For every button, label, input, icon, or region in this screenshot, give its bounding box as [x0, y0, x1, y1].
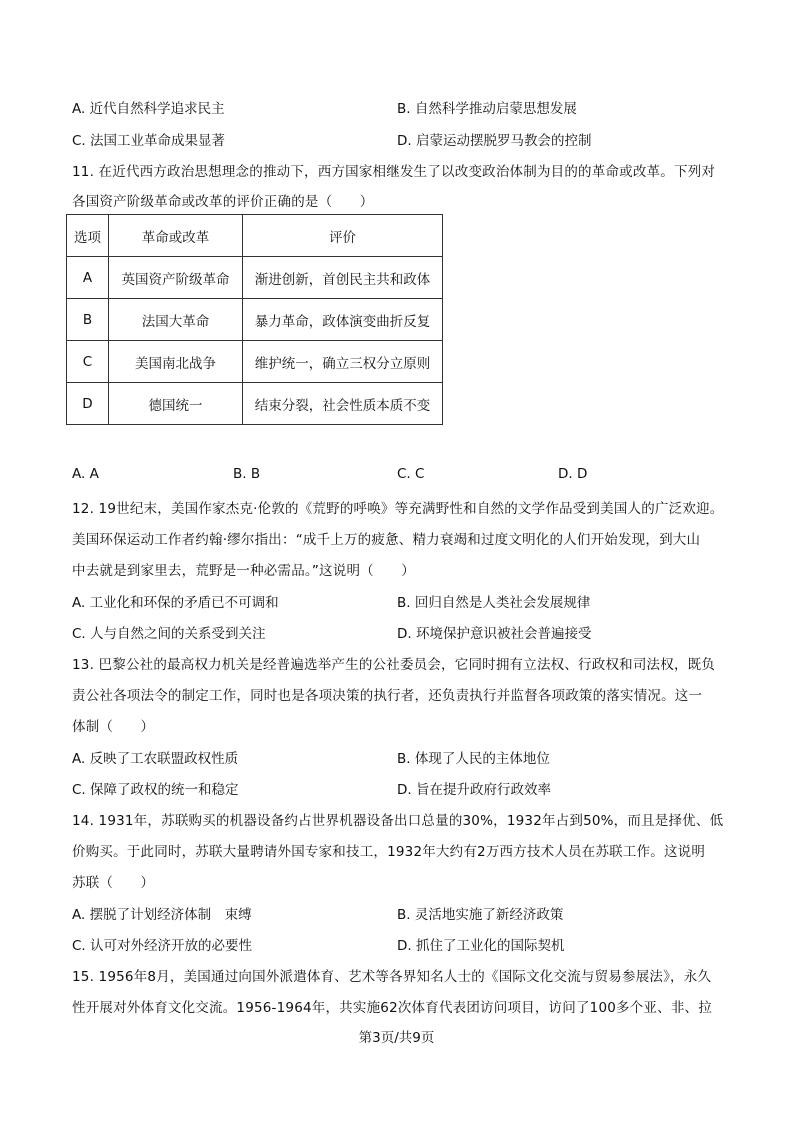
- table-cell: 维护统一，确立三权分立原则: [243, 341, 443, 383]
- q15-stem-line1: 15. 1956年8月，美国通过向国外派遣体育、艺术等各界知名人士的《国际文化交流与贸易参展法》，永久: [72, 969, 712, 985]
- q11-option-d: D. D: [558, 466, 588, 482]
- table-cell: 英国资产阶级革命: [109, 257, 243, 299]
- q13-option-b: B. 体现了人民的主体地位: [397, 751, 550, 767]
- q11-stem-line1: 11. 在近代西方政治思想理念的推动下，西方国家相继发生了以改变政治体制为目的的革命或改革。下列对: [72, 164, 716, 180]
- q14-stem-line2: 价购买。于此同时，苏联大量聘请外国专家和技工，1932年大约有2万西方技术人员在苏联工作。这说明: [72, 844, 706, 860]
- q12-option-a: A. 工业化和环保的矛盾已不可调和: [72, 595, 279, 611]
- q10-option-a: A. 近代自然科学追求民主: [72, 101, 225, 117]
- q13-option-d: D. 旨在提升政府行政效率: [397, 782, 551, 798]
- table-cell: 德国统一: [109, 383, 243, 425]
- q14-option-b: B. 灵活地实施了新经济政策: [397, 907, 564, 923]
- table-cell: 结束分裂，社会性质本质不变: [243, 383, 443, 425]
- table-row: [67, 383, 443, 425]
- table-header-cell: 选项: [67, 215, 109, 257]
- q14-stem-line1: 14. 1931年，苏联购买的机器设备约占世界机器设备出口总量的30%，1932年占到50%，而且是择优、低: [72, 813, 724, 829]
- table-cell: 渐进创新，首创民主共和政体: [243, 257, 443, 299]
- table-cell: A: [67, 257, 109, 299]
- q12-stem-line2: 美国环保运动工作者约翰·缪尔指出：“成千上万的疲惫、精力衰竭和过度文明化的人们开始发现，到大山: [72, 532, 701, 548]
- table-cell: 法国大革命: [109, 299, 243, 341]
- q10-option-b: B. 自然科学推动启蒙思想发展: [397, 101, 577, 117]
- table-header-cell: 评价: [243, 215, 443, 257]
- table-cell: D: [67, 383, 109, 425]
- q12-stem-line3: 中去就是到家里去，荒野是一种必需品。”这说明（ ）: [72, 563, 415, 579]
- q14-option-a: A. 摆脱了计划经济体制 束缚: [72, 907, 252, 923]
- q13-stem-line1: 13. 巴黎公社的最高权力机关是经普遍选举产生的公社委员会，它同时拥有立法权、行政权和司法权，既负: [72, 657, 716, 673]
- table-row: [67, 341, 443, 383]
- q14-option-d: D. 抓住了工业化的国际契机: [397, 938, 565, 954]
- q13-option-c: C. 保障了政权的统一和稳定: [72, 782, 239, 798]
- table-header-row: [67, 215, 443, 257]
- q11-stem-line2: 各国资产阶级革命或改革的评价正确的是（ ）: [72, 194, 374, 210]
- q11-comparison-table: [66, 214, 443, 425]
- q15-stem-line2: 性开展对外体育文化交流。1956-1964年，共实施62次体育代表团访问项目，访问了100多个亚、非、拉: [72, 1000, 712, 1016]
- q14-stem-line3: 苏联（ ）: [72, 875, 155, 891]
- q13-stem-line3: 体制（ ）: [72, 719, 155, 735]
- table-cell: B: [67, 299, 109, 341]
- table-row: [67, 257, 443, 299]
- q11-option-c: C. C: [397, 466, 425, 482]
- q12-option-b: B. 回归自然是人类社会发展规律: [397, 595, 591, 611]
- q12-option-c: C. 人与自然之间的关系受到关注: [72, 626, 266, 642]
- q11-option-b: B. B: [233, 466, 261, 482]
- q10-option-c: C. 法国工业革命成果显著: [72, 133, 226, 149]
- q10-option-d: D. 启蒙运动摆脱罗马教会的控制: [397, 133, 592, 149]
- q12-option-d: D. 环境保护意识被社会普遍接受: [397, 626, 592, 642]
- q13-option-a: A. 反映了工农联盟政权性质: [72, 751, 239, 767]
- q11-option-a: A. A: [72, 466, 99, 482]
- table-cell: 美国南北战争: [109, 341, 243, 383]
- q12-stem-line1: 12. 19世纪末，美国作家杰克·伦敦的《荒野的呼唤》等充满野性和自然的文学作品受到美国人的广泛欢迎。: [72, 501, 724, 517]
- table-cell: C: [67, 341, 109, 383]
- table-row: [67, 299, 443, 341]
- page-number-footer: 第3页/共9页: [358, 1030, 435, 1046]
- q14-option-c: C. 认可对外经济开放的必要性: [72, 938, 253, 954]
- q13-stem-line2: 责公社各项法令的制定工作，同时也是各项决策的执行者，还负责执行并监督各项政策的落实情况。这一: [72, 688, 703, 704]
- table-header-cell: 革命或改革: [109, 215, 243, 257]
- table-cell: 暴力革命，政体演变曲折反复: [243, 299, 443, 341]
